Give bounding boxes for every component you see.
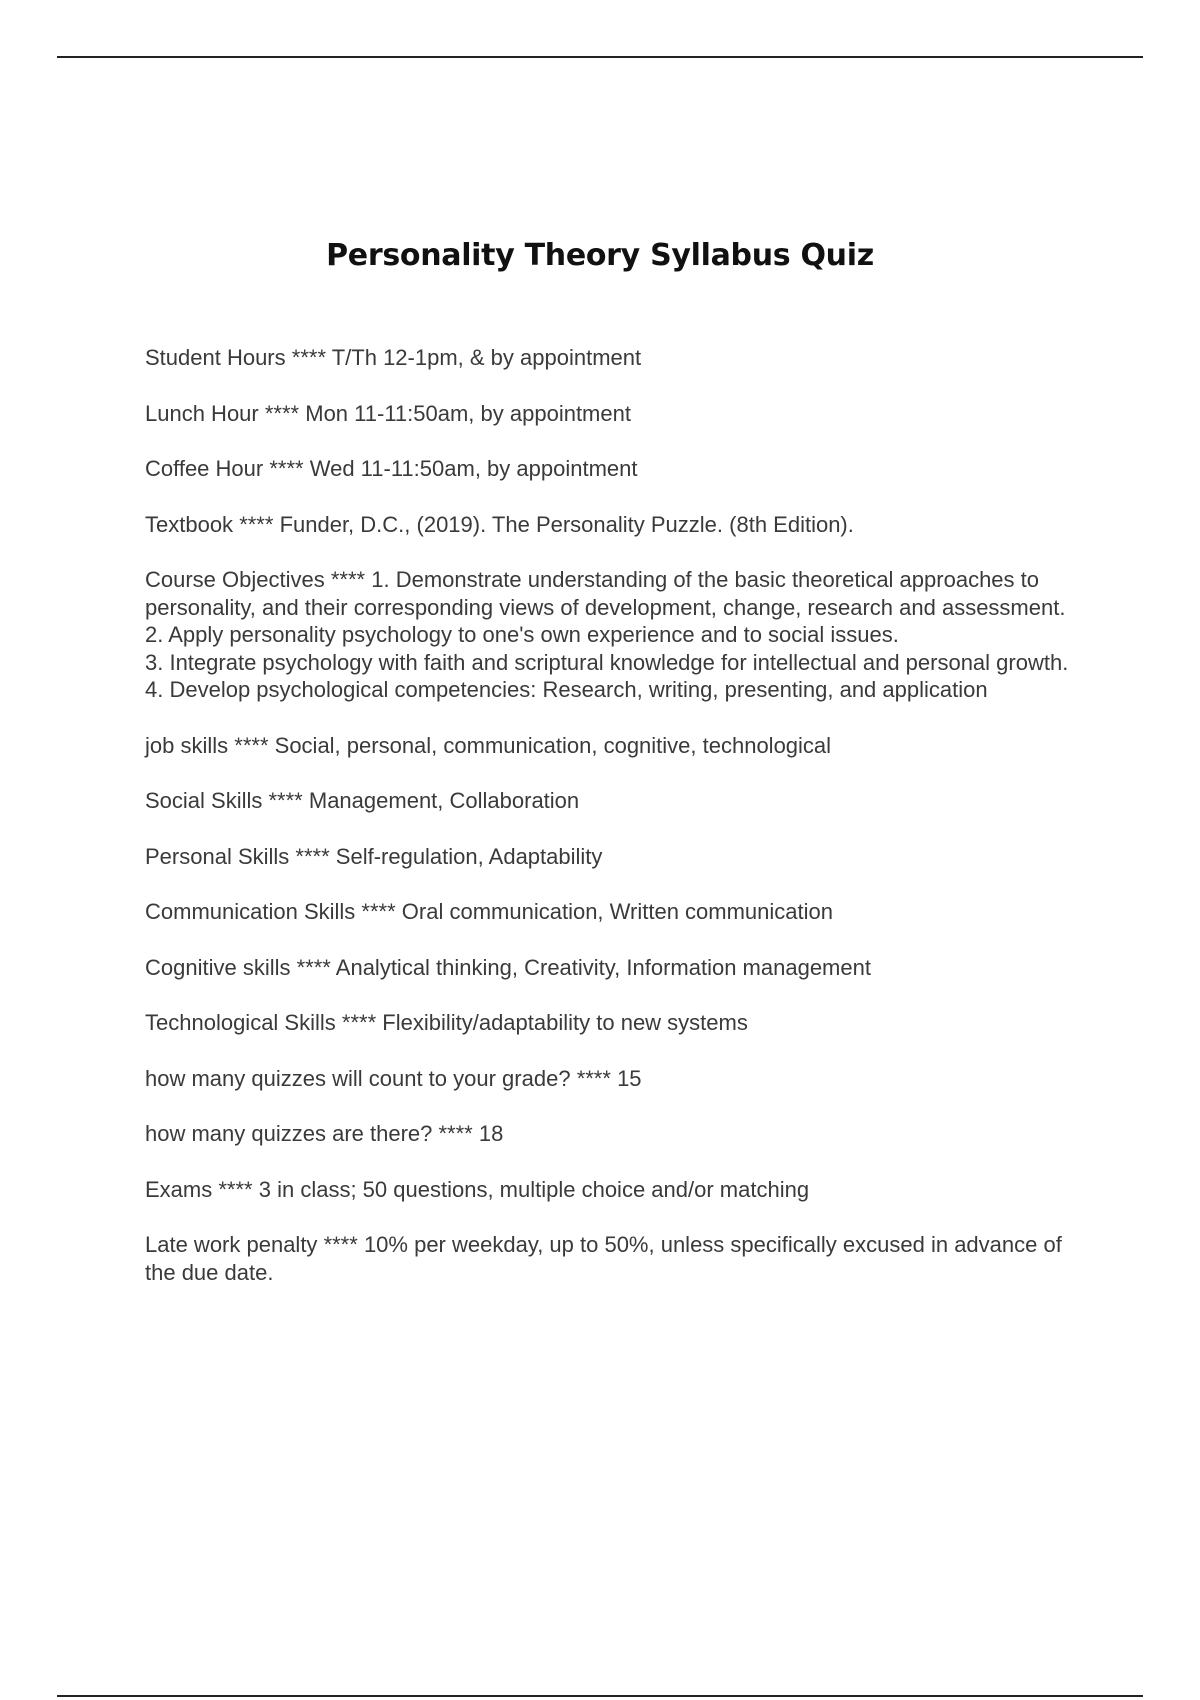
entry-textbook [145, 511, 1085, 539]
entry-social-skills [145, 787, 1085, 815]
entry-answer: 15 [617, 1065, 642, 1091]
entry-term: Technological Skills [145, 1010, 336, 1035]
separator: **** [330, 567, 366, 592]
entry-term: Course Objectives [145, 567, 325, 592]
entry-answer: Oral communication, Written communication [401, 899, 833, 924]
objective-item-4: 4. Develop psychological competencies: Research, writing, presenting, and application [145, 677, 988, 702]
entry-job-skills [145, 732, 1085, 760]
entry-personal-skills [145, 843, 1085, 871]
entry-answer: Self-regulation, Adaptability [335, 843, 603, 869]
entry-term: job skills [145, 732, 229, 758]
separator: **** [268, 788, 303, 813]
entry-course-objectives [145, 566, 1085, 704]
entry-answer: 10% per weekday, up to 50%, unless specifically excused in advance of the due date. [145, 1232, 1062, 1285]
entry-quizzes-total [145, 1120, 1085, 1148]
separator: **** [218, 1176, 253, 1202]
entry-term: Exams [145, 1176, 213, 1202]
objective-item-3: 3. Integrate psychology with faith and scriptural knowledge for intellectual and personal growth. [145, 649, 1069, 675]
entry-communication-skills [145, 898, 1085, 926]
entry-term: Communication Skills [145, 899, 356, 924]
entry-term: Student Hours [145, 345, 286, 370]
entry-answer: 18 [478, 1121, 504, 1146]
entry-late-work-penalty [145, 1231, 1085, 1286]
separator: **** [296, 954, 331, 980]
entry-technological-skills [145, 1009, 1085, 1037]
entry-student-hours [145, 344, 1085, 372]
entry-term: Social Skills [145, 788, 263, 813]
separator: **** [239, 511, 274, 537]
separator: **** [361, 899, 396, 924]
entry-answer: Analytical thinking, Creativity, Information management [335, 954, 871, 980]
separator: **** [341, 1010, 377, 1035]
entry-answer: T/Th 12-1pm, & by appointment [331, 345, 642, 370]
entry-answer: Mon 11-11:50am, by appointment [305, 400, 631, 426]
entry-coffee-hour [145, 455, 1085, 483]
separator: **** [269, 456, 304, 481]
entry-answer: Funder, D.C., (2019). The Personality Puzzle. (8th Edition). [279, 511, 854, 537]
separator: **** [291, 345, 327, 370]
entry-term: Coffee Hour [145, 456, 264, 481]
entry-lunch-hour [145, 400, 1085, 428]
bottom-rule [57, 1695, 1143, 1697]
separator: **** [323, 1232, 358, 1257]
objective-item-2: 2. Apply personality psychology to one's own experience and to social issues. [145, 622, 899, 647]
page-title: Personality Theory Syllabus Quiz [326, 238, 874, 273]
entry-term: Late work penalty [145, 1232, 318, 1257]
entry-term: Textbook [145, 511, 234, 537]
entry-answer: 3 in class; 50 questions, multiple choice and/or matching [258, 1176, 810, 1202]
entry-cognitive-skills [145, 954, 1085, 982]
entry-answer: Social, personal, communication, cognitive, technological [274, 732, 832, 758]
entry-answer: Flexibility/adaptability to new systems [382, 1010, 748, 1035]
separator: **** [295, 843, 330, 869]
entry-term: how many quizzes are there? [145, 1121, 433, 1146]
separator: **** [234, 732, 269, 758]
entry-term: Cognitive skills [145, 954, 291, 980]
entry-answer: Management, Collaboration [308, 788, 580, 813]
entry-term: how many quizzes will count to your grade? [145, 1065, 571, 1091]
entry-term: Personal Skills [145, 843, 290, 869]
entry-exams [145, 1176, 1085, 1204]
top-rule [57, 56, 1143, 58]
objective-item-1: 1. Demonstrate understanding of the basic theoretical approaches to personality, and their corresponding views of development, change, research and assessment. [145, 567, 1066, 620]
separator: **** [264, 400, 300, 426]
quiz-content [145, 344, 1085, 1314]
separator: **** [576, 1065, 611, 1091]
separator: **** [438, 1121, 473, 1146]
entry-answer: Wed 11-11:50am, by appointment [309, 456, 638, 481]
entry-quizzes-counted [145, 1065, 1085, 1093]
entry-term: Lunch Hour [145, 400, 259, 426]
